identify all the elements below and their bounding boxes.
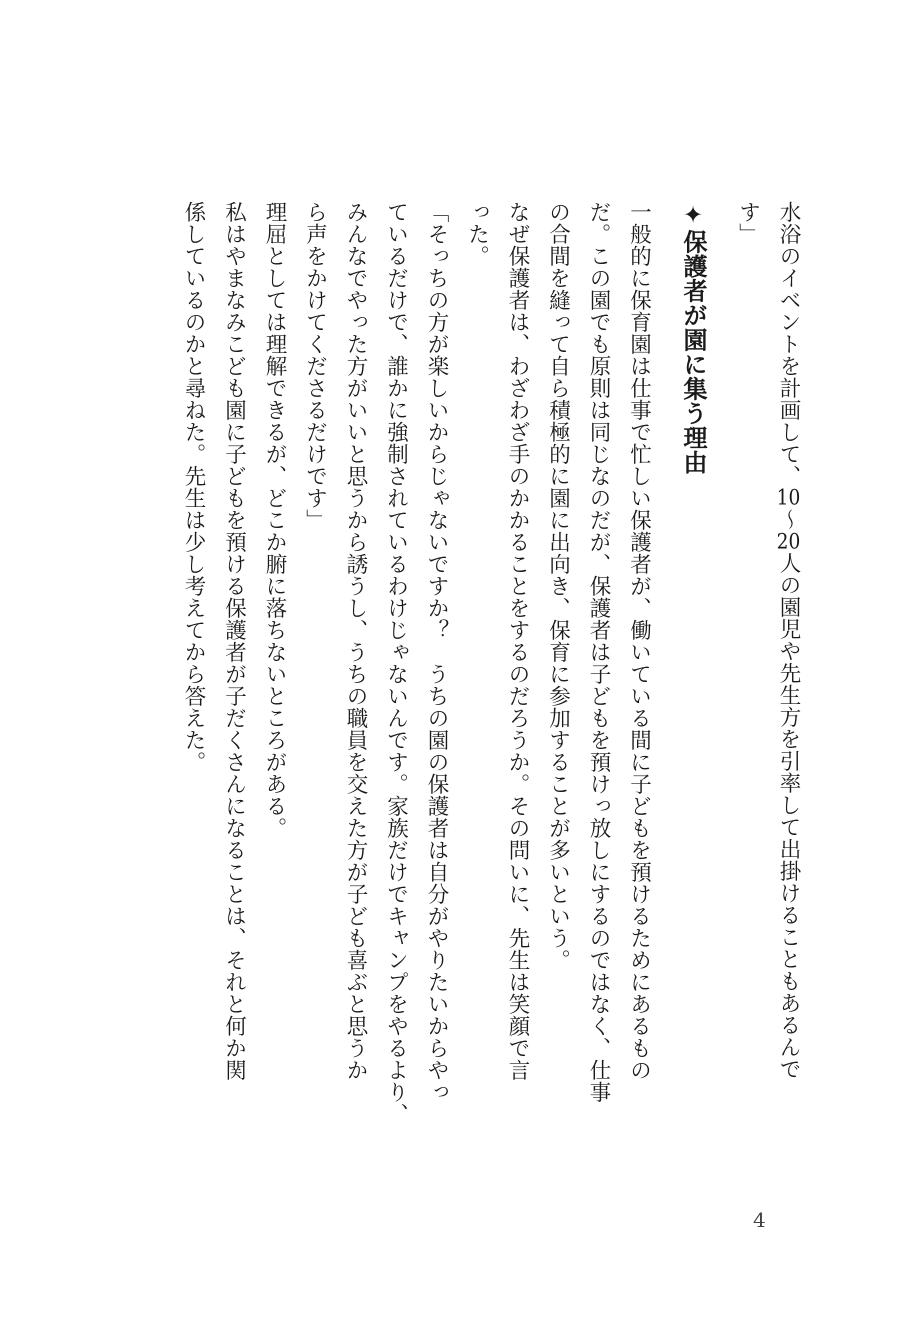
paragraph-line: 私はやまなみこども園に子どもを預ける保護者が子だくさんになることは、それと何か関 xyxy=(221,201,247,1081)
section-heading-title: 保護者が園に集う理由 xyxy=(679,229,707,475)
section-heading xyxy=(673,201,728,1201)
intro-line-2: す」 xyxy=(735,201,761,245)
paragraph-line: 一般的に保育園は仕事で忙しい保護者が、働いている間に子どもを預けるためにあるもの xyxy=(626,201,652,1081)
tilde: ～ xyxy=(776,508,801,531)
paragraph-line: ら声をかけてくださるだけです」 xyxy=(302,201,328,531)
paragraph-line: った。 xyxy=(464,201,490,267)
vertical-text-block xyxy=(173,201,809,1201)
intro-line-1-end: 人の園児や先生方を引率して出掛けることもあるんで xyxy=(776,552,801,1080)
number-10: 10 xyxy=(776,487,801,509)
paragraph-line: ているだけで、誰かに強制されているわけじゃないんです。家族だけでキャンプをやるより、 xyxy=(383,201,409,1125)
number-20: 20 xyxy=(776,530,801,552)
page-number: 4 xyxy=(753,1208,766,1232)
paragraph-line: 理屈としては理解できるが、どこか腑に落ちないところがある。 xyxy=(262,201,287,839)
paragraph-line: なぜ保護者は、わざわざ手のかかることをするのだろうか。その問いに、先生は笑顔で言 xyxy=(505,201,530,1081)
paragraph-line: みんなでやった方がいいと思うから誘うし、うちの職員を交えた方が子ども喜ぶと思うか xyxy=(343,201,368,1081)
paragraph-line: の合間を縫って自ら積極的に園に出向き、保育に参加することが多いという。 xyxy=(545,201,571,971)
intro-line-1-start: 水浴のイベントを計画して、 xyxy=(776,201,801,487)
sparkle-icon: ✦ xyxy=(679,201,707,230)
paragraph-line: 「そっちの方が楽しいからじゃないですか？ うちの園の保護者は自分がやりたいからやっ xyxy=(424,201,449,1103)
paragraph-line: だ。この園でも原則は同じなのだが、保護者は子どもを預けっ放しにするのではなく、仕事 xyxy=(586,201,611,1103)
paragraph-line: 係しているのかと尋ねた。先生は少し考えてから答えた。 xyxy=(181,201,206,773)
intro-line-1 xyxy=(768,201,809,1201)
